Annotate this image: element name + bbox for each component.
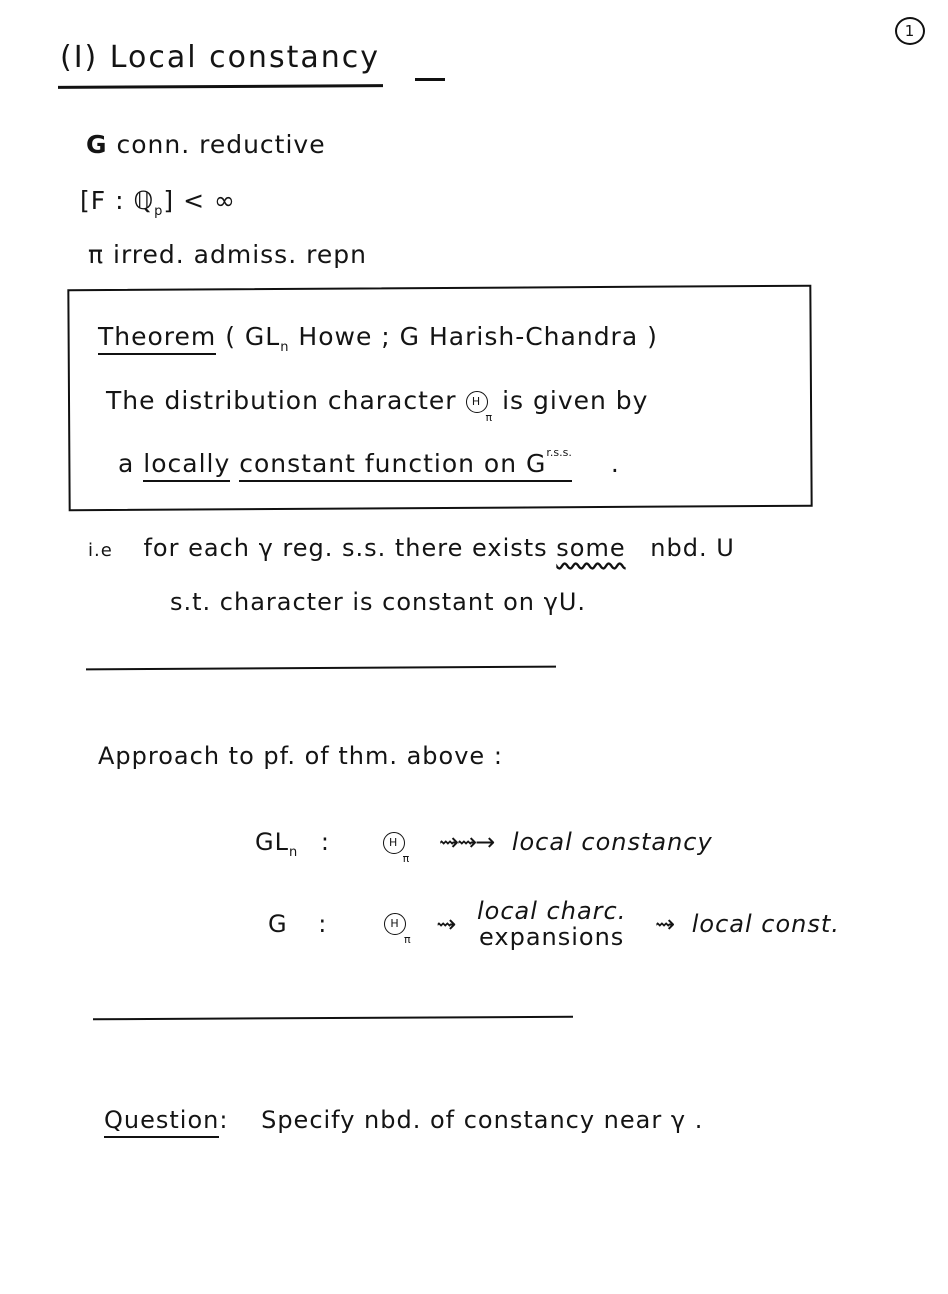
theorem-text: is given by bbox=[502, 386, 649, 415]
theta-character-icon: H bbox=[384, 913, 406, 935]
explanation-text: nbd. U bbox=[650, 534, 735, 562]
colon: : bbox=[219, 1106, 229, 1134]
colon: : bbox=[320, 828, 330, 856]
theorem-text: a bbox=[118, 449, 135, 478]
squiggly-arrow-icon: ⇝⇝→ bbox=[438, 828, 494, 856]
section-divider bbox=[93, 1016, 573, 1021]
title-underline-tail bbox=[415, 78, 445, 81]
result-text: local const. bbox=[691, 910, 840, 938]
result-text: local constancy bbox=[511, 828, 713, 856]
theta-subscript: π bbox=[485, 411, 494, 424]
ie-label: i.e bbox=[88, 540, 113, 561]
approach-row-gln bbox=[255, 828, 713, 865]
explanation-line-1 bbox=[88, 534, 735, 562]
question-label: Question bbox=[104, 1106, 219, 1138]
hypothesis-group bbox=[86, 130, 326, 159]
theorem-line-1 bbox=[106, 386, 648, 424]
approach-heading: Approach to pf. of thm. above : bbox=[98, 742, 503, 770]
section-divider bbox=[86, 666, 556, 671]
theta-subscript: π bbox=[402, 852, 411, 865]
theorem-attribution: ( $GL_n$ Howe ; G Harish-Chandra ) bbox=[225, 322, 658, 355]
squiggly-arrow-icon: ⇝ bbox=[436, 910, 455, 938]
pi-symbol: π bbox=[88, 240, 105, 269]
field-degree-close: ] < ∞ bbox=[163, 186, 236, 215]
emphasis-some: some bbox=[556, 534, 626, 562]
theta-character-icon: H bbox=[466, 391, 488, 413]
approach-row-g bbox=[268, 898, 840, 950]
theorem-text: The distribution character bbox=[106, 386, 457, 415]
question-line bbox=[104, 1106, 703, 1134]
theta-subscript: π bbox=[403, 933, 412, 946]
explanation-text: for each γ reg. s.s. there exists bbox=[143, 534, 548, 562]
page-number: 1 bbox=[895, 17, 925, 45]
group-symbol: G bbox=[86, 130, 108, 159]
section-title: (I) Local constancy bbox=[60, 40, 380, 75]
theta-character-icon: H bbox=[383, 832, 405, 854]
hypothesis-text: conn. reductive bbox=[116, 130, 326, 159]
emphasis-locally: locally bbox=[143, 449, 230, 482]
question-text: Specify nbd. of constancy near γ . bbox=[261, 1106, 704, 1134]
colon: : bbox=[318, 910, 328, 938]
squiggly-arrow-icon: ⇝ bbox=[655, 910, 674, 938]
hypothesis-text: irred. admiss. repn bbox=[113, 240, 367, 269]
theorem-heading bbox=[98, 322, 658, 355]
title-underline bbox=[58, 84, 383, 89]
hypothesis-field bbox=[80, 186, 236, 219]
hypothesis-representation bbox=[88, 240, 367, 269]
period: . bbox=[610, 449, 620, 478]
explanation-line-2: s.t. character is constant on γU. bbox=[170, 588, 587, 616]
theorem-label: Theorem bbox=[98, 322, 216, 355]
group-label: G bbox=[268, 910, 288, 938]
field-degree-sub: p bbox=[154, 204, 164, 219]
field-degree-open: [F : ℚ bbox=[80, 186, 155, 215]
theorem-line-2 bbox=[118, 446, 620, 478]
local-character-expansions: local charc. expansions bbox=[477, 897, 627, 951]
emphasis-constant-function: constant function on $G^{r.s.s.}$ bbox=[239, 449, 572, 482]
group-label: $GL_n$ bbox=[255, 828, 299, 860]
